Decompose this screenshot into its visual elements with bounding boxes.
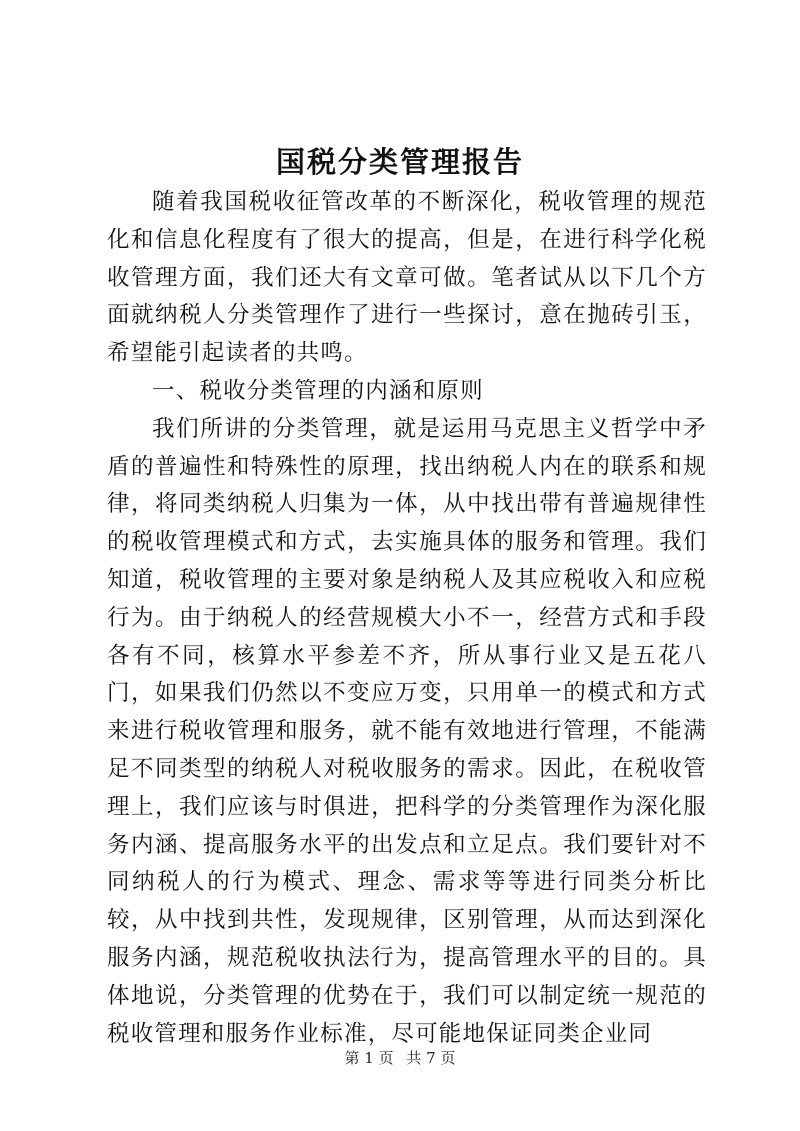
document-title: 国税分类管理报告 [275,145,524,179]
intro-paragraph: 随着我国税收征管改革的不断深化，税收管理的规范化和信息化程度有了很大的提高，但是，在进行科学化税收管理方面，我们还大有文章可做。笔者试从以下几个方面就纳税人分类管理作了进行一些探讨，意在抛砖引玉，希望能引起读者的共鸣。 [107,189,707,367]
section-heading: 一、税收分类管理的内涵和原则 [152,377,484,404]
document-body [107,184,707,1053]
page-total: 共 7 页 [406,1049,456,1067]
page-footer [0,1047,800,1068]
body-paragraph: 我们所讲的分类管理，就是运用马克思主义哲学中矛盾的普遍性和特殊性的原理，找出纳税人内在的联系和规律，将同类纳税人归集为一体，从中找出带有普遍规律性的税收管理模式和方式，去实施具体的服务和管理。我们知道，税收管理的主要对象是纳税人及其应税收入和应税行为。由于纳税人的经营规模大小不一，经营方式和手段各有不同，核算水平参差不齐，所从事行业又是五花八门，如果我们仍然以不变应万变，只用单一的模式和方式来进行税收管理和服务，就不能有效地进行管理，不能满足不同类型的纳税人对税收服务的需求。因此，在税收管理上，我们应该与时俱进，把科学的分类管理作为深化服务内涵、提高服务水平的出发点和立足点。我们要针对不同纳税人的行为模式、理念、需求等等进行同类分析比较，从中找到共性，发现规律，区别管理，从而达到深化服务内涵，规范税收执法行为，提高管理水平的目的。具体地说，分类管理的优势在于，我们可以制定统一规范的税收管理和服务作业标准，尽可能地保证同类企业同 [107,415,707,1047]
page-number: 第 1 页 [344,1049,394,1067]
